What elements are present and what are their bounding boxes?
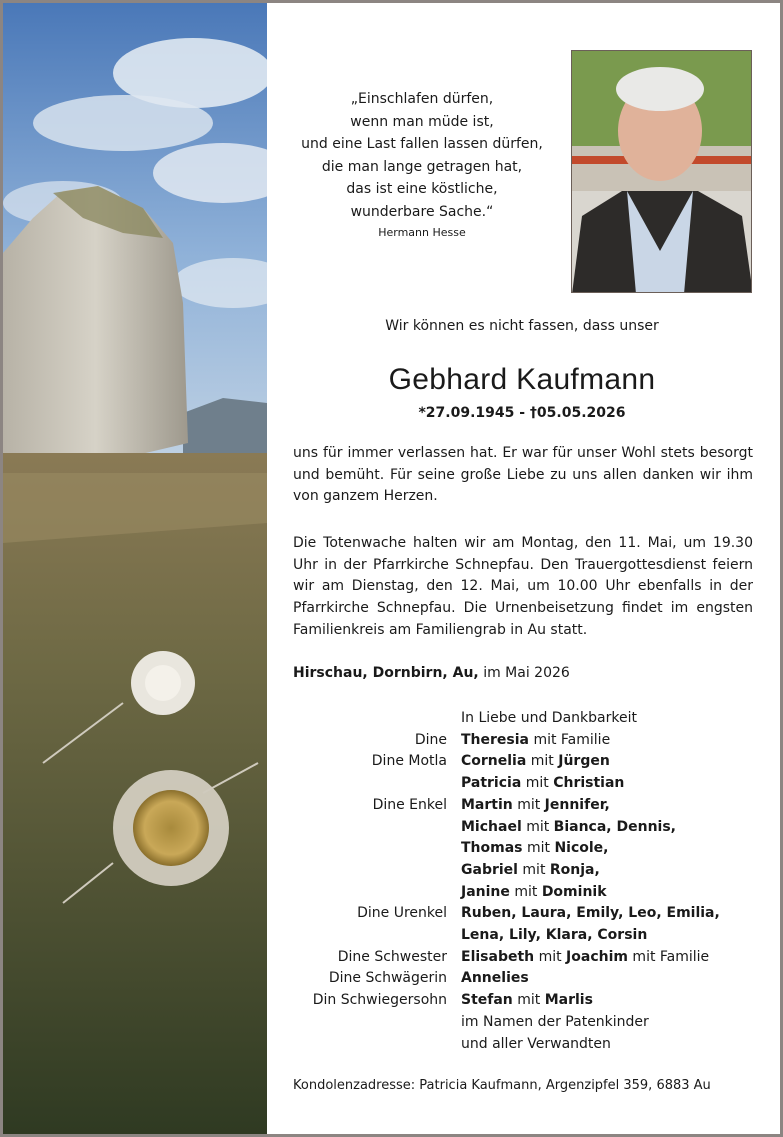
mourner-row: [293, 860, 763, 882]
mourner-connector: mit: [509, 883, 542, 900]
mourner-name: Nicole,: [554, 840, 609, 857]
mourner-connector: mit: [521, 775, 554, 792]
place-date: [293, 665, 570, 681]
mourner-relation: [293, 1034, 461, 1056]
paragraph-services: Die Totenwache halten wir am Montag, den 11. Mai, um 19.30 Uhr in der Pfarrkirche Schnepfau. Den Trauergottesdienst feiern wir am Dienstag, den 12. Mai, um 10.00 Uhr ebenfalls in der Pfarrkirche Schnepfau. Die Urnenbeisetzung findet im engsten Familienkreis am Familiengrab in Au statt.: [293, 535, 753, 638]
mourner-row: [293, 817, 763, 839]
mourner-names: [461, 838, 763, 860]
mourner-row: [293, 838, 763, 860]
mourner-name: Annelies: [461, 970, 529, 987]
mourner-names: [461, 903, 763, 925]
mourner-names: [461, 925, 763, 947]
portrait-photo: [571, 50, 752, 293]
mourner-name: Jennifer,: [544, 796, 610, 813]
life-dates: *27.09.1945 - †05.05.2026: [418, 405, 626, 421]
poem-quote: [287, 88, 557, 241]
mourner-names: [461, 990, 763, 1012]
mourner-connector: mit: [512, 796, 545, 813]
mourner-name: Elisabeth: [461, 948, 535, 965]
mourner-name: Bianca, Dennis,: [553, 818, 676, 835]
mourner-row: [293, 730, 763, 752]
landscape-photo: [3, 3, 267, 1134]
mourner-names: [461, 773, 763, 795]
mourner-relation: [293, 773, 461, 795]
mourner-name: Dominik: [541, 883, 607, 900]
mourner-connector: im Namen der Patenkinder: [461, 1013, 649, 1030]
poem-line: und eine Last fallen lassen dürfen,: [301, 136, 543, 152]
mourner-relation: [293, 1012, 461, 1034]
poem-author: Hermann Hesse: [378, 226, 466, 239]
mourner-relation: [293, 860, 461, 882]
mourner-connector: mit: [521, 818, 554, 835]
mourner-connector: mit: [526, 753, 559, 770]
mourner-names: [461, 1012, 763, 1034]
mourner-name: Marlis: [544, 992, 593, 1009]
mourner-names: [461, 860, 763, 882]
mourner-connector: mit Familie: [627, 948, 710, 965]
mourner-names: [461, 1034, 763, 1056]
mourner-relation: Dine Motla: [371, 753, 447, 770]
mourner-name: Gabriel: [461, 861, 518, 878]
mourner-relation: Dine Schwester: [337, 948, 447, 965]
mourner-name: Ronja,: [549, 861, 600, 878]
mourner-connector: und aller Verwandten: [461, 1035, 611, 1052]
mourner-row: [293, 795, 763, 817]
mourner-row: [293, 1034, 763, 1056]
mourner-relation: Dine Schwägerin: [328, 970, 447, 987]
mourner-relation: [293, 817, 461, 839]
mourner-names: [461, 882, 763, 904]
mourner-row: [293, 882, 763, 904]
mourner-name: Stefan: [461, 992, 513, 1009]
paragraph-tribute: uns für immer verlassen hat. Er war für unser Wohl stets besorgt und bemüht. Für seine große Liebe zu uns allen danken wir ihm von ganzem Herzen.: [293, 445, 753, 505]
mourner-row: [293, 751, 763, 773]
poem-line: das ist eine köstliche,: [346, 181, 498, 197]
mourner-name: Martin: [461, 796, 513, 813]
mourner-row: [293, 968, 763, 990]
obituary-content: [267, 3, 780, 1134]
mourner-name: Christian: [553, 775, 625, 792]
mourner-name: Theresia: [461, 731, 529, 748]
mourner-names: [461, 968, 763, 990]
mourner-relation: Dine Urenkel: [357, 905, 447, 922]
mourner-row: [293, 1012, 763, 1034]
place-towns: Hirschau, Dornbirn, Au,: [293, 665, 479, 681]
mourner-relation: Din Schwiegersohn: [312, 992, 447, 1009]
mourner-connector: In Liebe und Dankbarkeit: [461, 710, 637, 726]
mourner-row: [293, 903, 763, 925]
intro-text: Wir können es nicht fassen, dass unser: [385, 318, 659, 334]
mourner-name: Thomas: [461, 840, 523, 857]
mourner-name: Cornelia: [461, 753, 527, 770]
mourner-names: [461, 708, 763, 730]
poem-line: wenn man müde ist,: [350, 113, 494, 130]
mourner-row: [293, 990, 763, 1012]
mourner-row: [293, 773, 763, 795]
mourner-name: Ruben, Laura, Emily, Leo, Emilia,: [461, 905, 720, 922]
mourner-row: [293, 947, 763, 969]
mourner-relation: [293, 882, 461, 904]
mourner-name: Joachim: [566, 948, 628, 965]
poem-line: „Einschlafen dürfen,: [350, 91, 494, 107]
mourner-name: Janine: [461, 883, 510, 900]
mourner-names: [461, 751, 763, 773]
mourner-connector: mit: [517, 861, 550, 878]
poem-line: die man lange getragen hat,: [321, 158, 523, 175]
place-month: im Mai 2026: [483, 665, 570, 681]
mourner-row: [293, 708, 763, 730]
mourner-relation: [293, 925, 461, 947]
mourner-names: [461, 730, 763, 752]
deceased-name: Gebhard Kaufmann: [388, 363, 656, 396]
poem-line: wunderbare Sache.“: [350, 203, 494, 220]
mourner-connector: mit: [522, 840, 555, 857]
mourner-name: Lena, Lily, Klara, Corsin: [461, 927, 648, 944]
mourner-relation: Dine Enkel: [372, 796, 447, 813]
mourner-relation: Dine: [414, 731, 447, 748]
mourner-connector: mit: [534, 948, 567, 965]
mourners-list: [293, 708, 763, 1055]
mourner-names: [461, 817, 763, 839]
mourner-name: Michael: [461, 818, 522, 835]
mourner-row: [293, 925, 763, 947]
mourner-connector: mit Familie: [529, 731, 611, 748]
mourner-names: [461, 795, 763, 817]
mourner-relation: [293, 708, 461, 730]
mourner-relation: [293, 838, 461, 860]
mourner-connector: mit: [512, 992, 545, 1009]
mourner-name: Jürgen: [558, 753, 610, 770]
mourner-name: Patricia: [461, 775, 522, 792]
condolence-address: Kondolenzadresse: Patricia Kaufmann, Argenzipfel 359, 6883 Au: [293, 1078, 711, 1093]
mourner-names: [461, 947, 763, 969]
